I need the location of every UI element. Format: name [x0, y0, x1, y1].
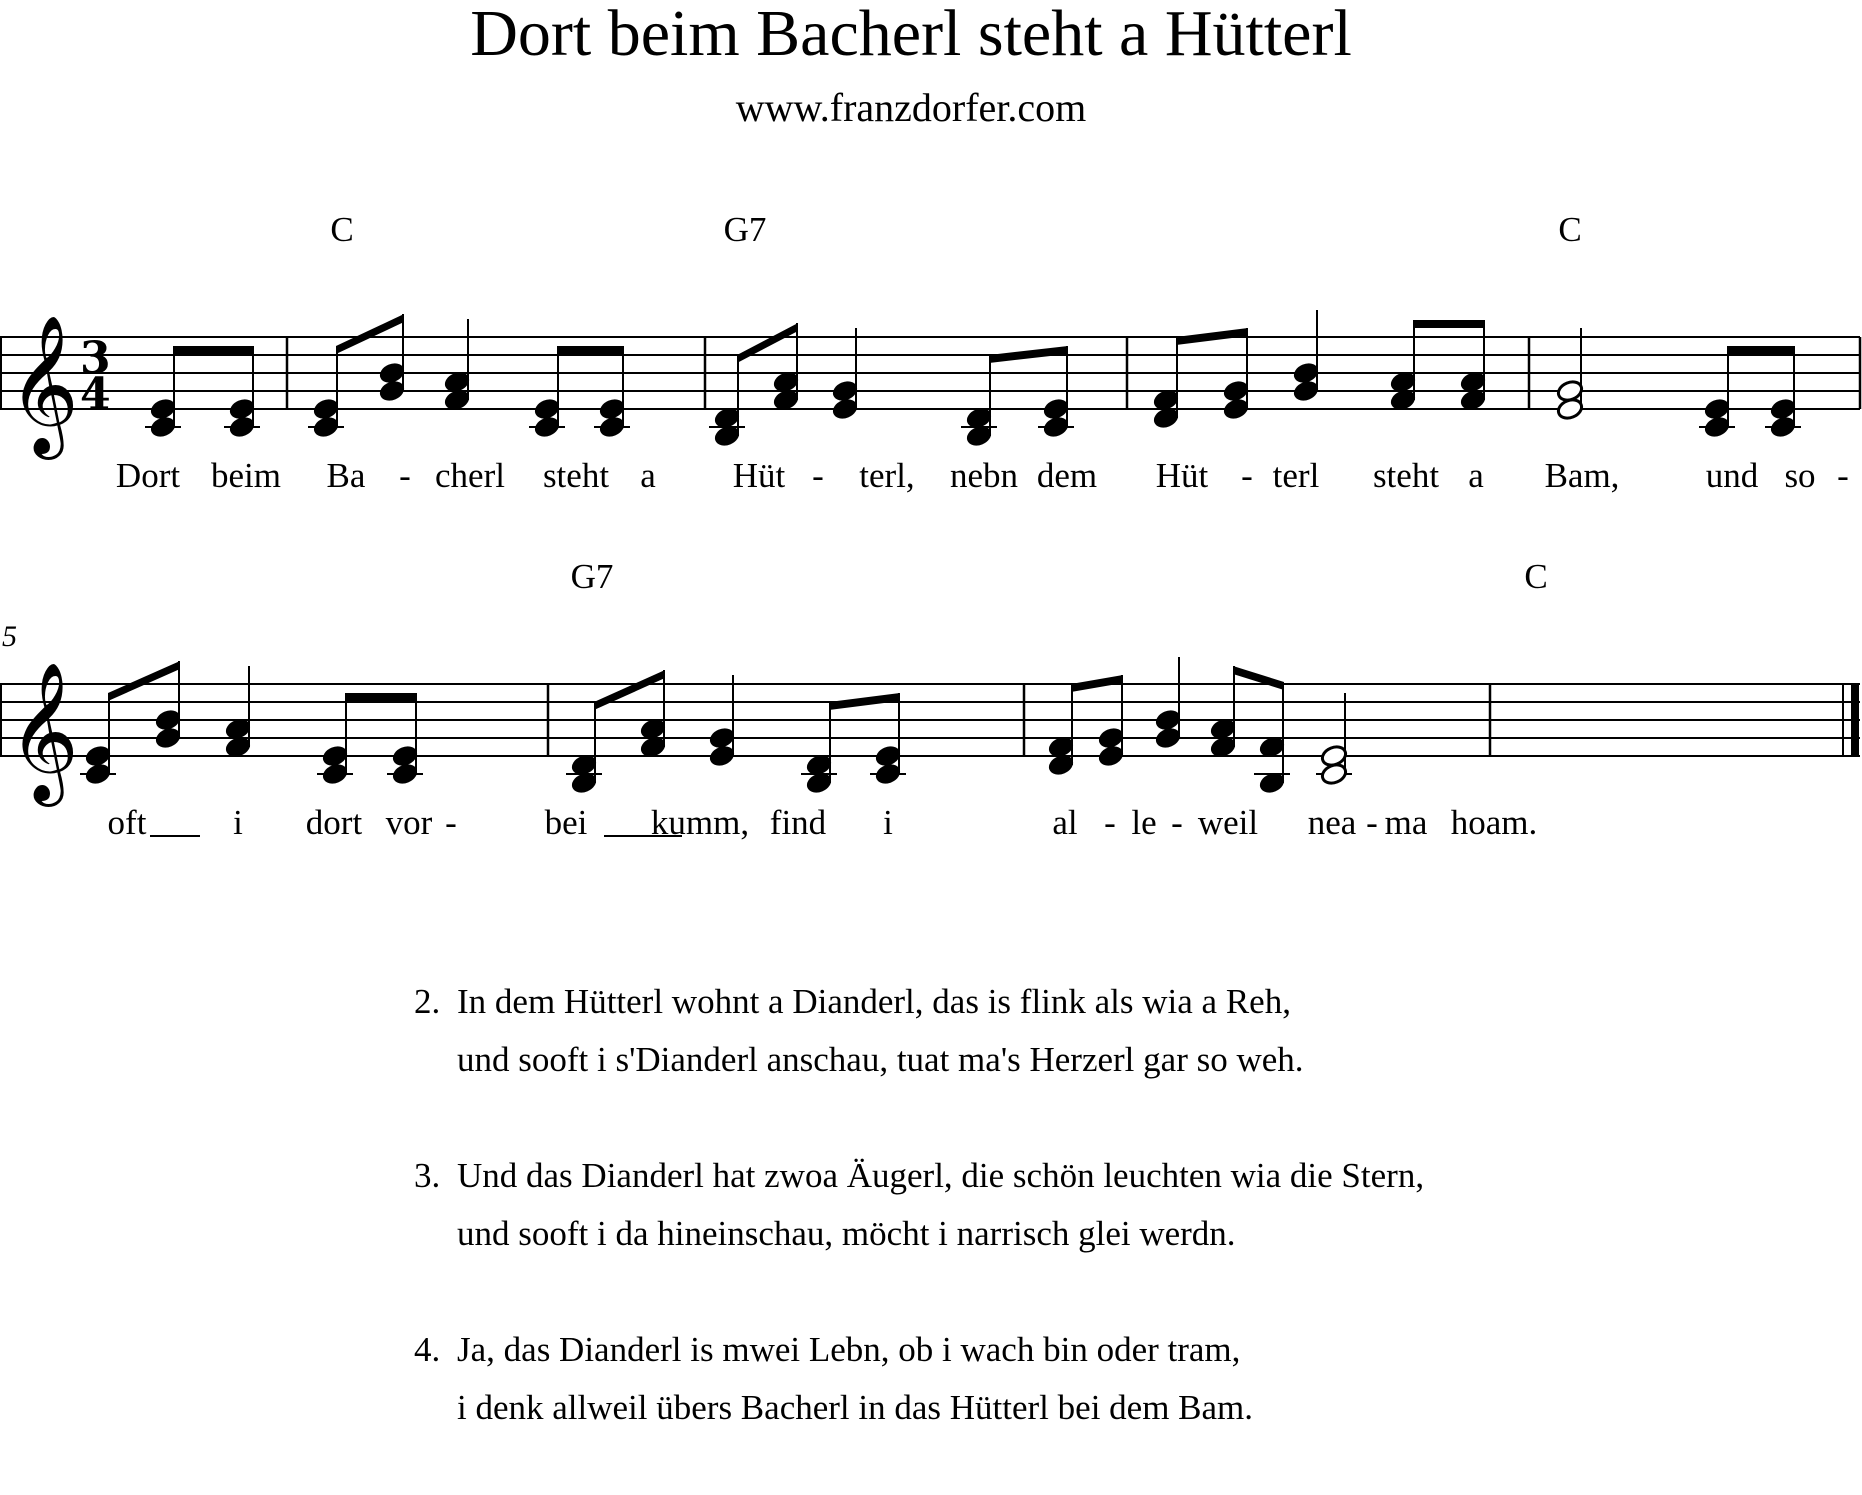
beam: [1413, 320, 1485, 328]
treble-clef-icon: 𝄞: [8, 662, 79, 801]
lyric-syllable: -: [1366, 803, 1378, 842]
lyric-syllable: dem: [1036, 456, 1098, 495]
chord-symbol: C: [1524, 557, 1548, 596]
measure-number: 5: [2, 620, 17, 653]
verse-text: i denk allweil übers Bacherl in das Hütterl bei dem Bam.: [457, 1388, 1254, 1427]
note-chord: [1316, 693, 1352, 786]
verse-line: [414, 1379, 1424, 1437]
lyric-syllable: terl,: [859, 456, 915, 495]
lyric-syllable: a: [640, 456, 656, 495]
lyric-syllable: -: [1241, 456, 1253, 495]
note-chord: [708, 675, 737, 768]
treble-clef-icon: 𝄞: [8, 315, 79, 454]
note-chord: [145, 397, 181, 440]
note-chord: [308, 397, 344, 440]
verse-4: [414, 1321, 1424, 1437]
note-chord: [1038, 397, 1074, 440]
beam: [336, 314, 404, 354]
verse-text: Ja, das Dianderl is mwei Lebn, ob i wach bin oder tram,: [457, 1330, 1241, 1369]
lyric-syllable: i: [233, 803, 243, 842]
lyric-syllable: le: [1131, 803, 1157, 842]
chord-symbol: C: [1558, 210, 1582, 249]
lyric-syllable: -: [445, 803, 457, 842]
beam: [557, 346, 624, 354]
beam: [1727, 346, 1795, 354]
lyric-syllable: nebn: [949, 456, 1019, 495]
time-signature-bottom: 4: [80, 369, 111, 420]
beam: [989, 346, 1068, 363]
lyric-syllable: vor: [385, 803, 433, 842]
chord-symbol: C: [330, 210, 354, 249]
lyric-syllable: steht: [1372, 456, 1440, 495]
note-chord: [1699, 397, 1735, 440]
lyric-syllable: dort: [305, 803, 363, 842]
lyric-syllable: -: [1837, 456, 1849, 495]
staff-system: [0, 210, 1860, 495]
staff-system: [0, 557, 1860, 842]
beam: [737, 323, 798, 363]
beam: [1233, 666, 1284, 690]
lyric-syllable: -: [1104, 803, 1116, 842]
lyric-syllable: Ba: [326, 456, 366, 495]
lyric-syllable: terl: [1272, 456, 1320, 495]
chord-symbol: G7: [723, 210, 767, 249]
lyric-syllable: -: [812, 456, 824, 495]
lyric-syllable: Bam,: [1544, 456, 1620, 495]
lyric-syllable: weil: [1197, 803, 1259, 842]
note-chord: [1254, 735, 1290, 796]
note-chord: [1292, 310, 1321, 403]
song-title: Dort beim Bacherl steht a Hütterl: [470, 0, 1352, 70]
lyric-syllable: Dort: [115, 456, 181, 495]
note-chord: [961, 406, 997, 449]
lyric-syllable: al: [1052, 803, 1078, 842]
lyric-syllable: Hüt: [1155, 456, 1209, 495]
note-chord: [801, 753, 837, 796]
verse-number: [414, 1031, 457, 1089]
lyric-syllable: steht: [542, 456, 610, 495]
lyric-syllable: hoam.: [1450, 803, 1538, 842]
lyric-syllable: cherl: [435, 456, 505, 495]
note-chord: [870, 744, 906, 787]
lyric-syllable: Hüt: [732, 456, 786, 495]
lyric-syllable: kumm,: [650, 803, 750, 842]
lyric-syllable: -: [399, 456, 411, 495]
lyric-syllable: und: [1705, 456, 1759, 495]
beam: [1176, 328, 1248, 345]
note-chord: [566, 753, 602, 796]
note-chord: [709, 406, 745, 449]
verse-number: 2.: [414, 982, 441, 1021]
note-chord: [1765, 397, 1801, 440]
note-chord: [1556, 328, 1585, 421]
lyric-syllable: nea: [1307, 803, 1357, 842]
chord-symbol: G7: [570, 557, 614, 596]
beam: [108, 661, 180, 701]
beam: [173, 346, 254, 354]
beam: [345, 693, 417, 701]
verse-number: 4.: [414, 1330, 441, 1369]
verse-line: [414, 1205, 1424, 1263]
lyric-syllable: find: [769, 803, 827, 842]
verse-number: [414, 1379, 457, 1437]
time-signature-top: 3: [80, 333, 111, 384]
verse-line: [414, 1031, 1424, 1089]
beam: [594, 670, 665, 710]
note-chord: [387, 744, 423, 787]
verse-line: [414, 1321, 1424, 1379]
beam: [829, 693, 900, 710]
lyric-syllable: ma: [1384, 803, 1428, 842]
verse-line: [414, 973, 1424, 1031]
beam: [1071, 675, 1123, 692]
note-chord: [224, 397, 260, 440]
verse-line: [414, 1147, 1424, 1205]
verse-2: [414, 973, 1424, 1089]
note-chord: [317, 744, 353, 787]
note-chord: [224, 666, 253, 759]
note-chord: [443, 319, 472, 412]
verse-text: Und das Dianderl hat zwoa Äugerl, die schön leuchten wia die Stern,: [457, 1156, 1425, 1195]
lyric-syllable: oft: [107, 803, 147, 842]
final-barline-thick: [1851, 684, 1859, 756]
note-chord: [831, 328, 860, 421]
note-chord: [80, 744, 116, 787]
verse-3: [414, 1147, 1424, 1263]
note-chord: [1154, 657, 1183, 750]
lyric-syllable: bei: [544, 803, 588, 842]
verse-number: [414, 1205, 457, 1263]
note-chord: [594, 397, 630, 440]
lyric-syllable: i: [883, 803, 893, 842]
lyric-syllable: so: [1784, 456, 1816, 495]
lyric-syllable: a: [1468, 456, 1484, 495]
verse-text: und sooft i s'Dianderl anschau, tuat ma's Herzerl gar so weh.: [457, 1040, 1304, 1079]
verse-number: 3.: [414, 1156, 441, 1195]
verse-text: In dem Hütterl wohnt a Dianderl, das is flink als wia a Reh,: [457, 982, 1291, 1021]
verse-text: und sooft i da hineinschau, möcht i narrisch glei werdn.: [457, 1214, 1236, 1253]
note-chord: [529, 397, 565, 440]
lyric-syllable: -: [1171, 803, 1183, 842]
website-credit: www.franzdorfer.com: [735, 85, 1087, 130]
lyric-syllable: beim: [211, 456, 281, 495]
additional-verses: [414, 973, 1424, 1495]
